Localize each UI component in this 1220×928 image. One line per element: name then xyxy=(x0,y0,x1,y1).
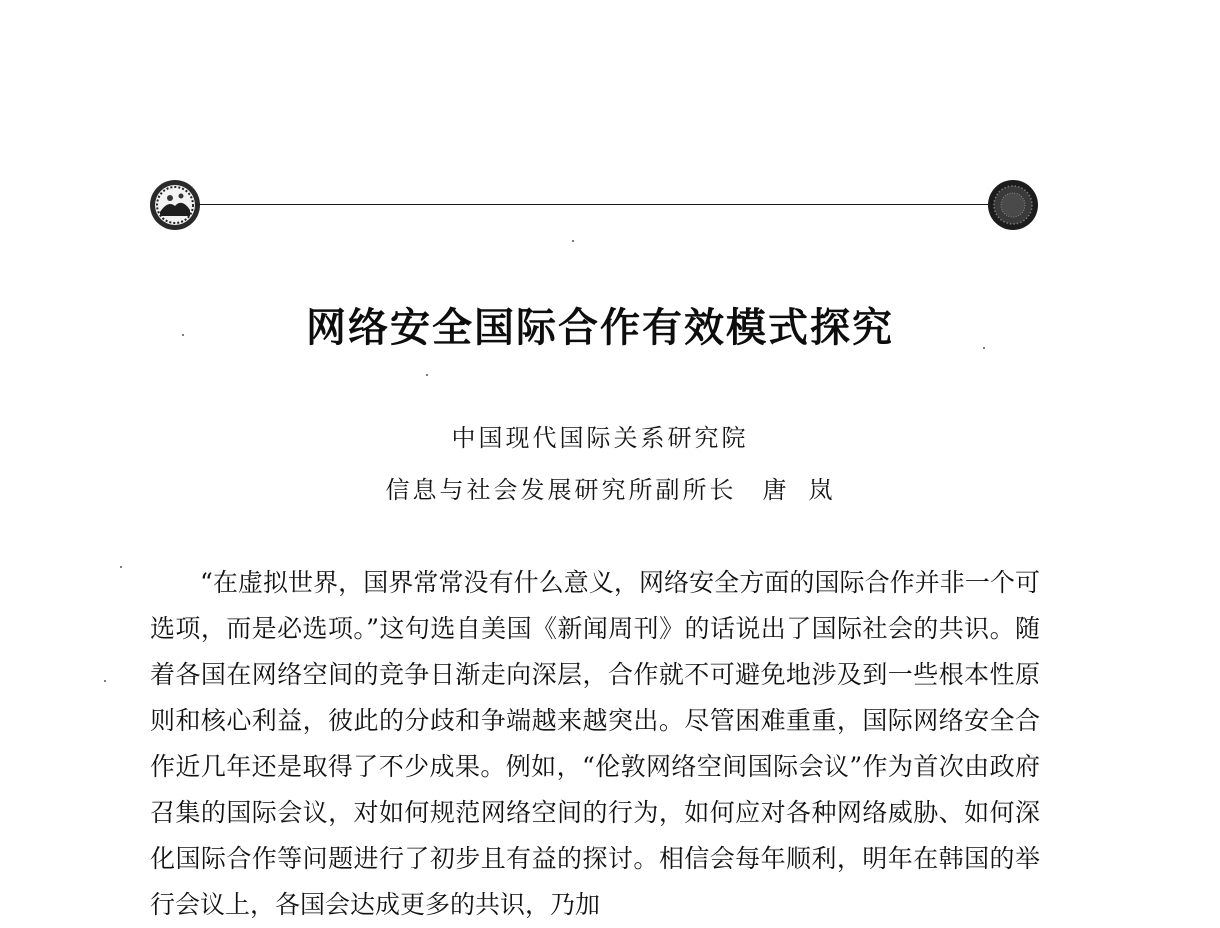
scan-speck xyxy=(104,680,106,682)
page-title: 网络安全国际合作有效模式探究 xyxy=(306,305,894,351)
scan-speck xyxy=(572,240,574,242)
scan-speck xyxy=(426,374,428,376)
header-rule xyxy=(196,204,992,205)
affiliation-institute: 中国现代国际关系研究院 xyxy=(451,424,749,452)
scan-speck xyxy=(983,347,985,349)
affiliation-position xyxy=(20,470,1220,505)
scan-speck xyxy=(182,334,184,336)
affiliation-role: 信息与社会发展研究所副所长 xyxy=(385,476,737,504)
body-paragraph: “在虚拟世界，国界常常没有什么意义，网络安全方面的国际合作并非一个可选项，而是必选项。”这句选自美国《新闻周刊》的话说出了国际社会的共识。随着各国在网络空间的竞争日渐走向深层，合作就不可避免地涉及到一些根本性原则和核心利益，彼此的分歧和争端越来越突出。尽管困难重重，国际网络安全合作近几年还是取得了不少成果。例如，“伦敦网络空间国际会议”作为首次由政府召集的国际会议，对如何规范网络空间的行为，如何应对各种网络威胁、如何深化国际合作等问题进行了初步且有益的探讨。相信会每年顺利，明年在韩国的举行会议上，各国会达成更多的共识，乃加 xyxy=(150,568,1040,919)
decorative-seal-icon xyxy=(986,178,1040,232)
author-name: 唐岚 xyxy=(762,476,855,504)
scan-speck xyxy=(120,566,122,568)
decorative-seal-icon xyxy=(148,178,202,232)
